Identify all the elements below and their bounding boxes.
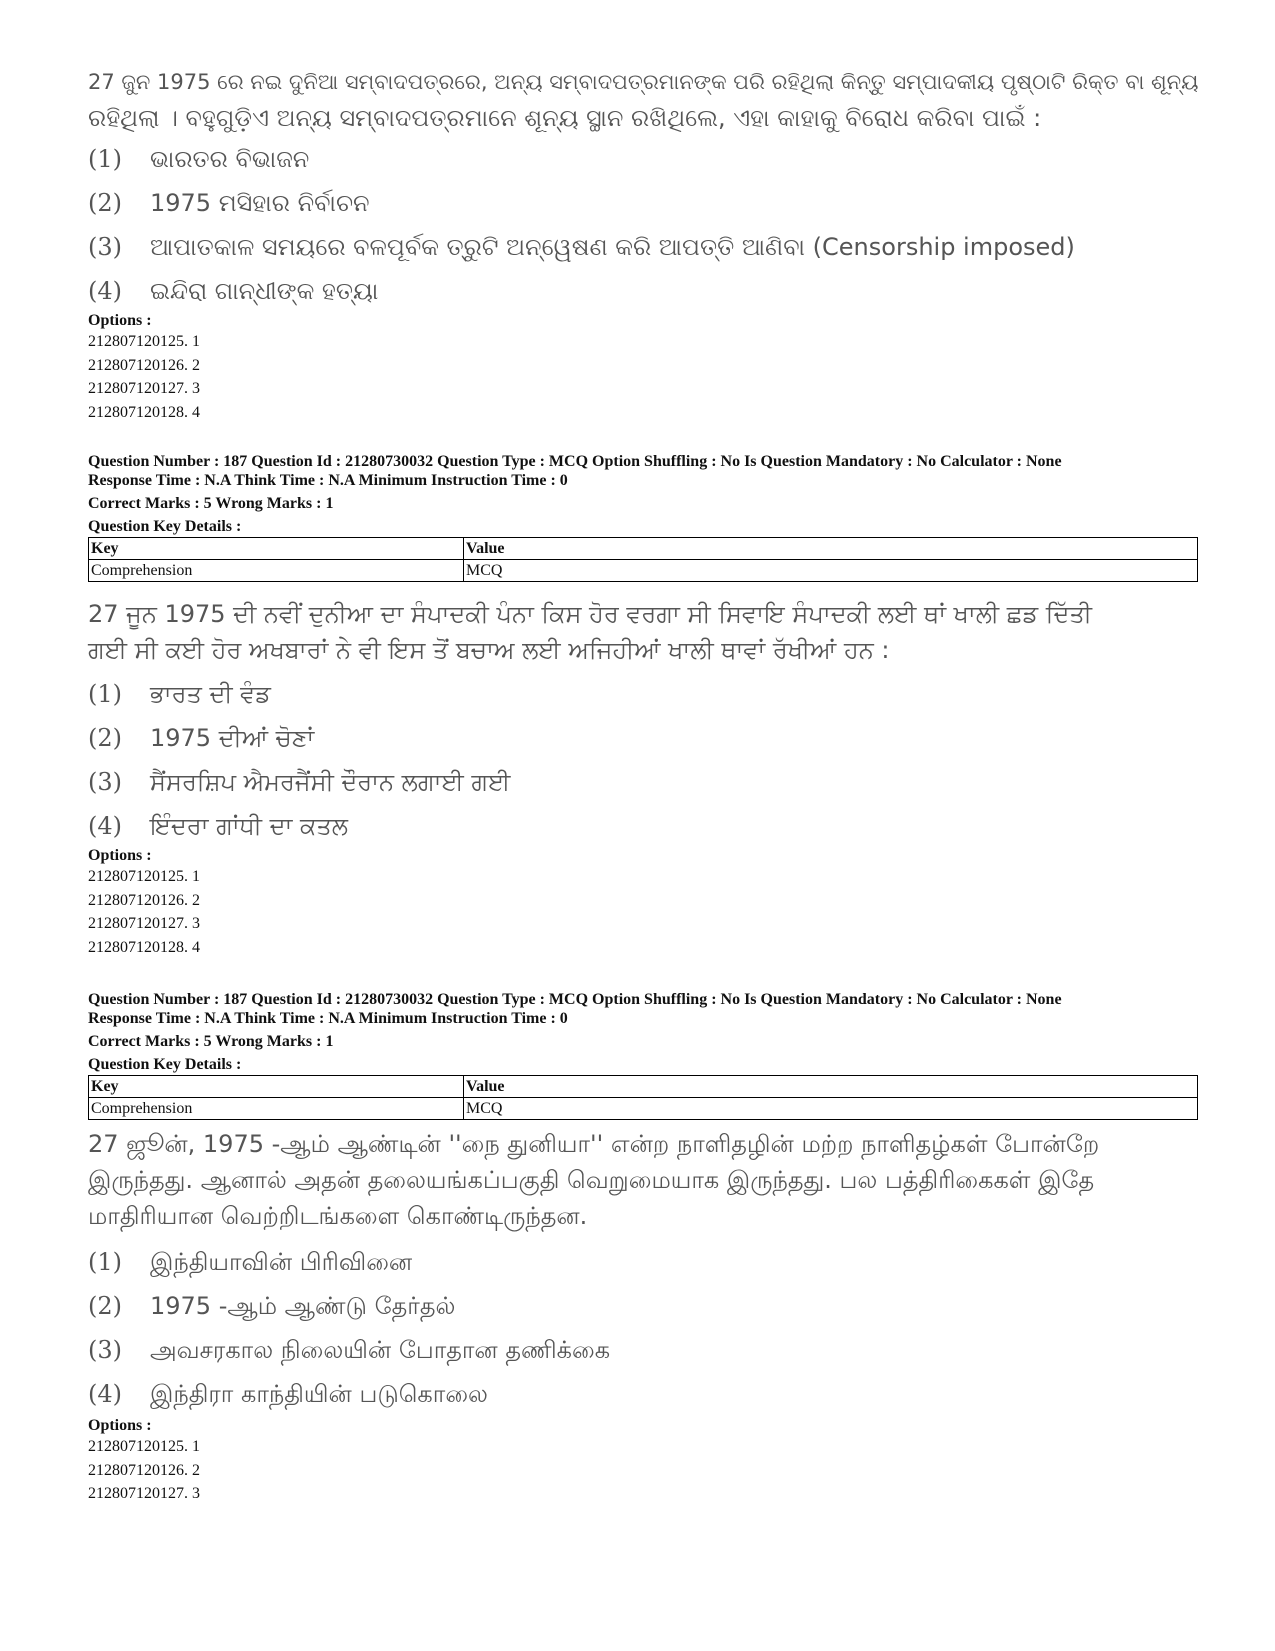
option-id: 212807120128. 4 bbox=[88, 403, 200, 421]
option-text: ਇੰਦਰਾ ਗਾਂਧੀ ਦਾ ਕਤਲ bbox=[150, 812, 348, 840]
table-row bbox=[89, 1098, 1198, 1120]
table-cell-key: Comprehension bbox=[89, 560, 464, 582]
table-row bbox=[89, 560, 1198, 582]
question-line: 27 ஜூன், 1975 -ஆம் ஆண்டின் ''நை துனியா'' என்ற நாளிதழின் மற்ற நாளிதழ்கள் போன்றே bbox=[88, 1130, 1100, 1158]
option-number: (1) bbox=[88, 1248, 122, 1276]
option-id: 212807120127. 3 bbox=[88, 915, 200, 932]
answer-options-punjabi bbox=[88, 672, 1198, 848]
options-label: Options : bbox=[88, 1417, 152, 1434]
option-item bbox=[88, 1240, 1198, 1284]
table-header-value: Value bbox=[464, 538, 1198, 560]
options-list bbox=[88, 846, 1198, 959]
option-id: 212807120126. 2 bbox=[88, 356, 200, 374]
option-id: 212807120126. 2 bbox=[88, 1461, 200, 1479]
option-text: ਭਾਰਤ ਦੀ ਵੰਡ bbox=[150, 680, 271, 708]
option-item bbox=[88, 760, 1198, 804]
question-meta-line: Response Time : N.A Think Time : N.A Minimum Instruction Time : 0 bbox=[88, 472, 568, 489]
question-meta-line: Question Number : 187 Question Id : 21280730032 Question Type : MCQ Option Shuffling : No Is Question Mandatory : No Calculator : None bbox=[88, 991, 1062, 1008]
table-header-row bbox=[89, 538, 1198, 560]
option-number: (1) bbox=[88, 680, 122, 708]
key-details-label: Question Key Details : bbox=[88, 1056, 242, 1073]
option-item bbox=[88, 225, 1198, 269]
question-metadata bbox=[88, 452, 1198, 536]
option-number: (4) bbox=[88, 812, 122, 840]
option-item bbox=[88, 1372, 1198, 1416]
option-number: (1) bbox=[88, 145, 122, 173]
question-line: 27 ଜୁନ 1975 ରେ ନଇ ଦୁନିଆ ସମ୍ବାଦପତ୍ରରେ, ଅନ୍ୟ ସମ୍ବାଦପତ୍ରମାନଙ୍କ ପରି ରହିଥିଲା କିନ୍ତୁ ସମ୍ପାଦକୀୟ ପୃଷ୍ଠାଟି ରିକ୍ତ ବା ଶୂନ୍ୟ bbox=[88, 70, 1199, 94]
key-details-label: Question Key Details : bbox=[88, 518, 242, 535]
option-text: ଭାରତର ବିଭାଜନ bbox=[150, 145, 310, 173]
question-text-odia bbox=[88, 64, 1198, 136]
option-number: (2) bbox=[88, 1292, 122, 1320]
option-id: 212807120128. 4 bbox=[88, 938, 200, 956]
options-label: Options : bbox=[88, 312, 152, 329]
option-text: 1975 -ஆம் ஆண்டு தேர்தல் bbox=[150, 1292, 456, 1320]
marks-line: Correct Marks : 5 Wrong Marks : 1 bbox=[88, 495, 334, 512]
option-number: (3) bbox=[88, 233, 122, 261]
question-meta-line: Response Time : N.A Think Time : N.A Minimum Instruction Time : 0 bbox=[88, 1010, 568, 1027]
option-text: ଆପାତକାଳ ସମୟରେ ବଳପୂର୍ବକ ତ୍ରୁଟି ଅନ୍ୱେଷଣ କରି ଆପତ୍ତି ଆଣିବା (Censorship imposed) bbox=[150, 233, 1075, 261]
question-line: மாதிரியான வெற்றிடங்களை கொண்டிருந்தன. bbox=[88, 1202, 588, 1230]
key-details-table bbox=[88, 537, 1198, 582]
table-header-key: Key bbox=[89, 538, 464, 560]
option-item bbox=[88, 269, 1198, 313]
question-text-punjabi bbox=[88, 596, 1198, 668]
table-cell-value: MCQ bbox=[464, 1098, 1198, 1120]
option-item bbox=[88, 716, 1198, 760]
table-header-row bbox=[89, 1076, 1198, 1098]
options-list bbox=[88, 311, 1198, 424]
option-number: (2) bbox=[88, 724, 122, 752]
option-text: ਸੈਂਸਰਸ਼ਿਪ ਐਮਰਜੈਂਸੀ ਦੌਰਾਨ ਲਗਾਈ ਗਈ bbox=[150, 768, 511, 796]
option-id: 212807120125. 1 bbox=[88, 333, 200, 350]
option-id: 212807120127. 3 bbox=[88, 1485, 200, 1502]
question-meta-line: Question Number : 187 Question Id : 21280730032 Question Type : MCQ Option Shuffling : No Is Question Mandatory : No Calculator : None bbox=[88, 453, 1062, 470]
option-text: அவசரகால நிலையின் போதான தணிக்கை bbox=[150, 1336, 611, 1364]
question-line: 27 ਜੂਨ 1975 ਦੀ ਨਵੀਂ ਦੁਨੀਆ ਦਾ ਸੰਪਾਦਕੀ ਪੰਨਾ ਕਿਸ ਹੋਰ ਵਰਗਾ ਸੀ ਸਿਵਾਇ ਸੰਪਾਦਕੀ ਲਈ ਥਾਂ ਖਾਲੀ ਛਡ ਦਿੱਤੀ bbox=[88, 600, 1092, 628]
question-line: இருந்தது. ஆனால் அதன் தலையங்கப்பகுதி வெறுமையாக இருந்தது. பல பத்திரிகைகள் இதே bbox=[88, 1166, 1095, 1194]
options-list bbox=[88, 1416, 1198, 1506]
table-cell-key: Comprehension bbox=[89, 1098, 464, 1120]
option-text: ଇନ୍ଦିରା ଗାନ୍ଧୀଙ୍କ ହତ୍ୟା bbox=[150, 277, 379, 305]
options-label: Options : bbox=[88, 847, 152, 864]
question-text-tamil bbox=[88, 1126, 1198, 1234]
table-cell-value: MCQ bbox=[464, 560, 1198, 582]
answer-options-odia bbox=[88, 137, 1198, 313]
option-number: (2) bbox=[88, 189, 122, 217]
option-item bbox=[88, 804, 1198, 848]
option-number: (4) bbox=[88, 1380, 122, 1408]
option-item bbox=[88, 137, 1198, 181]
option-number: (4) bbox=[88, 277, 122, 305]
question-line: ରହିଥିଲା । ବହୁଗୁଡ଼ିଏ ଅନ୍ୟ ସମ୍ବାଦପତ୍ରମାନେ ଶୂନ୍ୟ ସ୍ଥାନ ରଖିଥିଲେ, ଏହା କାହାକୁ ବିରୋଧ କରିବା ପାଇଁ : bbox=[88, 104, 1042, 132]
option-item bbox=[88, 181, 1198, 225]
option-id: 212807120127. 3 bbox=[88, 380, 200, 397]
option-text: 1975 ମସିହାର ନିର୍ବାଚନ bbox=[150, 189, 370, 217]
marks-line: Correct Marks : 5 Wrong Marks : 1 bbox=[88, 1033, 334, 1050]
question-metadata bbox=[88, 990, 1198, 1074]
question-line: ਗਈ ਸੀ ਕਈ ਹੋਰ ਅਖਬਾਰਾਂ ਨੇ ਵੀ ਇਸ ਤੋਂ ਬਚਾਅ ਲਈ ਅਜਿਹੀਆਂ ਖਾਲੀ ਥਾਵਾਂ ਰੱਖੀਆਂ ਹਨ : bbox=[88, 636, 890, 664]
option-item bbox=[88, 672, 1198, 716]
option-number: (3) bbox=[88, 768, 122, 796]
option-text: இந்தியாவின் பிரிவினை bbox=[150, 1248, 413, 1276]
option-id: 212807120126. 2 bbox=[88, 891, 200, 909]
key-details-table bbox=[88, 1075, 1198, 1120]
answer-options-tamil bbox=[88, 1240, 1198, 1416]
option-number: (3) bbox=[88, 1336, 122, 1364]
option-item bbox=[88, 1284, 1198, 1328]
option-id: 212807120125. 1 bbox=[88, 868, 200, 885]
option-id: 212807120125. 1 bbox=[88, 1438, 200, 1455]
option-text: இந்திரா காந்தியின் படுகொலை bbox=[150, 1380, 488, 1408]
option-item bbox=[88, 1328, 1198, 1372]
option-text: 1975 ਦੀਆਂ ਚੋਣਾਂ bbox=[150, 724, 315, 752]
table-header-value: Value bbox=[464, 1076, 1198, 1098]
table-header-key: Key bbox=[89, 1076, 464, 1098]
